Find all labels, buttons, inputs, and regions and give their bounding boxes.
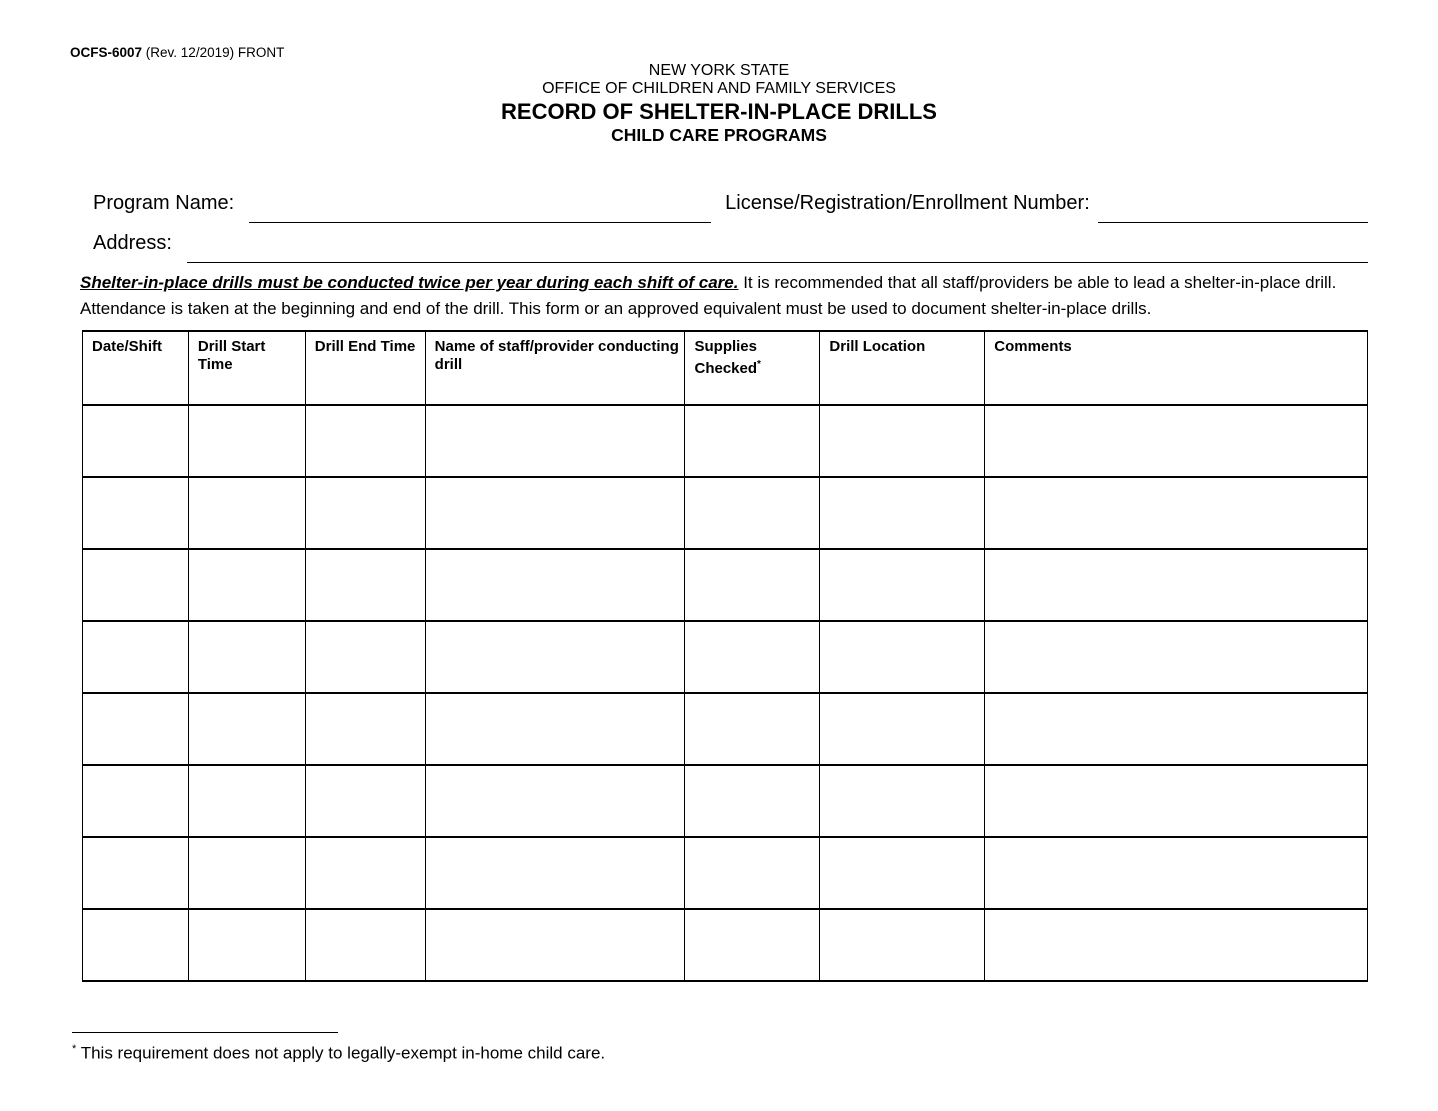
- table-cell-empty[interactable]: [425, 909, 685, 981]
- table-cell-empty[interactable]: [188, 693, 305, 765]
- drill-table-body: [83, 405, 1368, 981]
- table-row: [83, 909, 1368, 981]
- table-cell-empty[interactable]: [188, 621, 305, 693]
- table-cell-empty[interactable]: [188, 549, 305, 621]
- col-header-drill-start-time: Drill Start Time: [188, 331, 305, 405]
- col-header-supplies-checked-label: Supplies Checked: [694, 338, 758, 377]
- table-cell-empty[interactable]: [985, 765, 1368, 837]
- table-cell-empty[interactable]: [985, 909, 1368, 981]
- col-header-staff-name: Name of staff/provider conducting drill: [425, 331, 685, 405]
- table-cell-empty[interactable]: [820, 693, 985, 765]
- table-cell-empty[interactable]: [305, 549, 425, 621]
- table-cell-empty[interactable]: [985, 405, 1368, 477]
- table-cell-empty[interactable]: [83, 621, 189, 693]
- table-cell-empty[interactable]: [188, 909, 305, 981]
- col-header-drill-location: Drill Location: [820, 331, 985, 405]
- drill-record-table: [82, 330, 1368, 982]
- table-cell-empty[interactable]: [985, 837, 1368, 909]
- form-subtitle: CHILD CARE PROGRAMS: [611, 125, 827, 145]
- table-cell-empty[interactable]: [985, 693, 1368, 765]
- table-cell-empty[interactable]: [83, 477, 189, 549]
- table-row: [83, 477, 1368, 549]
- table-cell-empty[interactable]: [820, 837, 985, 909]
- table-cell-empty[interactable]: [820, 621, 985, 693]
- table-cell-empty[interactable]: [83, 765, 189, 837]
- table-row: [83, 693, 1368, 765]
- instructions-paragraph: [70, 270, 1368, 321]
- table-cell-empty[interactable]: [820, 765, 985, 837]
- table-cell-empty[interactable]: [83, 549, 189, 621]
- table-cell-empty[interactable]: [305, 693, 425, 765]
- footnote-text: [70, 1038, 1368, 1065]
- table-cell-empty[interactable]: [985, 477, 1368, 549]
- table-cell-empty[interactable]: [820, 549, 985, 621]
- col-header-drill-end-time: Drill End Time: [305, 331, 425, 405]
- table-cell-empty[interactable]: [685, 621, 820, 693]
- table-cell-empty[interactable]: [188, 765, 305, 837]
- table-cell-empty[interactable]: [985, 621, 1368, 693]
- table-cell-empty[interactable]: [425, 837, 685, 909]
- table-header-row: [83, 331, 1368, 405]
- table-cell-empty[interactable]: [425, 621, 685, 693]
- table-cell-empty[interactable]: [83, 693, 189, 765]
- table-cell-empty[interactable]: [685, 405, 820, 477]
- table-cell-empty[interactable]: [685, 477, 820, 549]
- form-title: RECORD OF SHELTER-IN-PLACE DRILLS: [501, 99, 937, 124]
- form-number: OCFS-6007: [70, 45, 143, 60]
- table-cell-empty[interactable]: [820, 477, 985, 549]
- table-cell-empty[interactable]: [425, 693, 685, 765]
- table-cell-empty[interactable]: [425, 477, 685, 549]
- table-row: [83, 405, 1368, 477]
- table-cell-empty[interactable]: [685, 549, 820, 621]
- program-name-row: [93, 176, 1368, 216]
- table-cell-empty[interactable]: [305, 909, 425, 981]
- table-cell-empty[interactable]: [425, 549, 685, 621]
- table-cell-empty[interactable]: [305, 621, 425, 693]
- col-header-date-shift: Date/Shift: [83, 331, 189, 405]
- agency-line-1: NEW YORK STATE: [648, 62, 790, 79]
- address-blank[interactable]: [187, 233, 1368, 263]
- table-row: [83, 621, 1368, 693]
- table-cell-empty[interactable]: [685, 909, 820, 981]
- table-cell-empty[interactable]: [83, 909, 189, 981]
- table-cell-empty[interactable]: [305, 765, 425, 837]
- supplies-checked-footnote-marker: *: [757, 359, 761, 370]
- table-cell-empty[interactable]: [985, 549, 1368, 621]
- col-header-comments: Comments: [985, 331, 1368, 405]
- table-cell-empty[interactable]: [685, 765, 820, 837]
- table-row: [83, 549, 1368, 621]
- footnote-body: This requirement does not apply to legally-exempt in-home child care.: [80, 1043, 606, 1063]
- identification-fields: [70, 176, 1368, 256]
- license-number-blank[interactable]: [1098, 193, 1368, 223]
- program-name-label: Program Name:: [93, 192, 235, 214]
- form-header: [70, 62, 1368, 146]
- table-cell-empty[interactable]: [820, 405, 985, 477]
- table-cell-empty[interactable]: [188, 405, 305, 477]
- agency-line-2: OFFICE OF CHILDREN AND FAMILY SERVICES: [542, 79, 896, 97]
- table-cell-empty[interactable]: [305, 477, 425, 549]
- table-cell-empty[interactable]: [685, 837, 820, 909]
- address-label: Address:: [93, 232, 172, 254]
- form-revision: (Rev. 12/2019) FRONT: [145, 45, 285, 60]
- footnote-marker: *: [72, 1043, 77, 1055]
- license-number-label: License/Registration/Enrollment Number:: [725, 192, 1090, 214]
- table-cell-empty[interactable]: [820, 909, 985, 981]
- table-row: [83, 765, 1368, 837]
- table-cell-empty[interactable]: [188, 837, 305, 909]
- table-cell-empty[interactable]: [305, 837, 425, 909]
- table-cell-empty[interactable]: [83, 405, 189, 477]
- program-name-blank[interactable]: [249, 193, 711, 223]
- table-cell-empty[interactable]: [83, 837, 189, 909]
- footnote-separator: [72, 1032, 338, 1033]
- instructions-body: It is recommended that all staff/providers be able to lead a shelter-in-place drill. Attendance is taken at the beginning and end of the drill. This form or an approved equivalent must be used to document shelter-in-place drills.: [80, 273, 1337, 318]
- table-row: [83, 837, 1368, 909]
- col-header-supplies-checked: [685, 331, 820, 405]
- table-cell-empty[interactable]: [425, 405, 685, 477]
- table-cell-empty[interactable]: [305, 405, 425, 477]
- table-cell-empty[interactable]: [425, 765, 685, 837]
- table-cell-empty[interactable]: [685, 693, 820, 765]
- footnote-section: [70, 1032, 1368, 1065]
- instructions-emphasis: Shelter-in-place drills must be conducted twice per year during each shift of care.: [80, 273, 739, 292]
- table-cell-empty[interactable]: [188, 477, 305, 549]
- form-id-line: [70, 45, 1368, 61]
